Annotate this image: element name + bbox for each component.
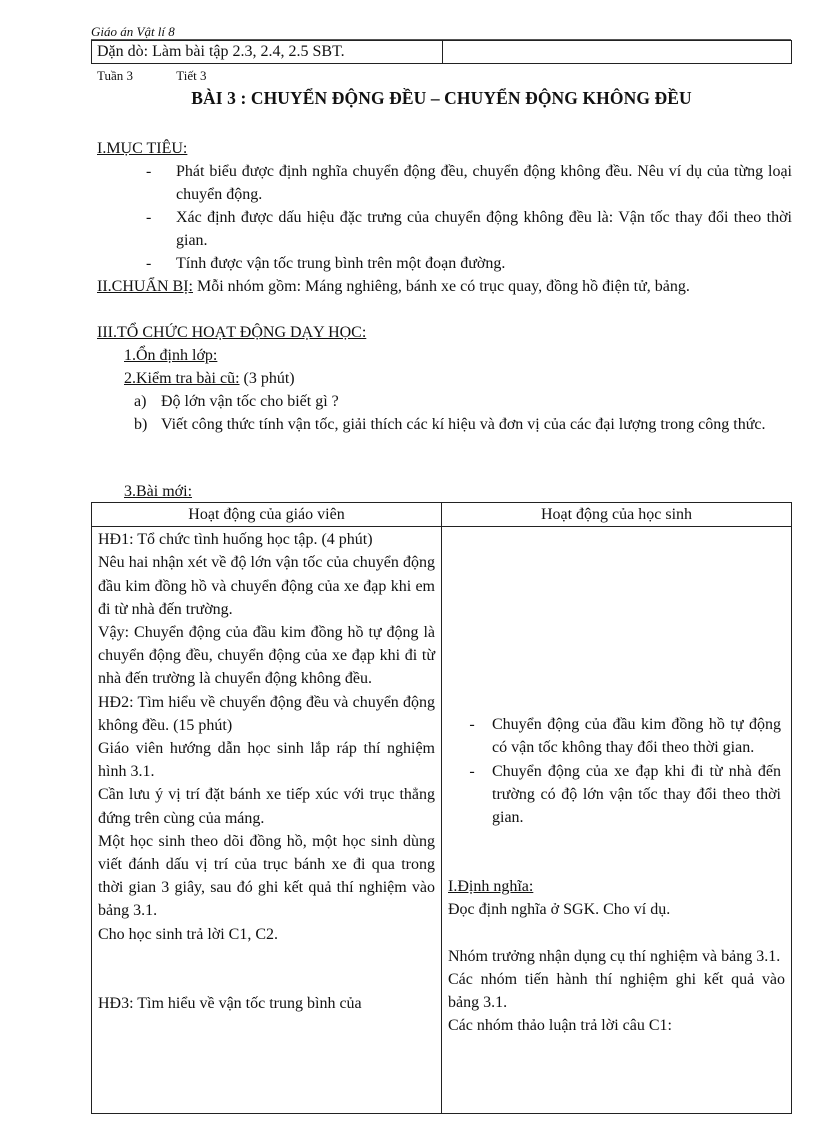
activities-heading: III.TỔ CHỨC HOẠT ĐỘNG DẠY HỌC:: [97, 324, 367, 341]
teacher-line: Cần lưu ý vị trí đặt bánh xe tiếp xúc với trục thẳng đứng trên cùng của máng.: [98, 786, 435, 827]
header-student: Hoạt động của học sinh: [442, 503, 792, 527]
table-row: [92, 527, 792, 1114]
student-line: Đọc định nghĩa ở SGK. Cho ví dụ.: [448, 901, 671, 919]
student-cell: [442, 527, 792, 1114]
review-questions: [134, 390, 792, 436]
teacher-cell: [92, 527, 442, 1114]
teacher-line: HĐ2: Tìm hiểu về chuyển động đều và chuyển động không đều. (15 phút): [98, 693, 435, 734]
review-question: b) Viết công thức tính vận tốc, giải thích các kí hiệu và đơn vị của các đại lượng trong công thức.: [134, 416, 766, 433]
step-3: 3.Bài mới:: [124, 483, 193, 500]
teacher-line: Cho học sinh trả lời C1, C2.: [98, 925, 279, 943]
running-header: Giáo án Vật lí 8: [91, 24, 791, 40]
student-line: Nhóm trưởng nhận dụng cụ thí nghiệm và bảng 3.1.: [448, 947, 781, 965]
lesson-title: BÀI 3 : CHUYỂN ĐỘNG ĐỀU – CHUYỂN ĐỘNG KHÔNG ĐỀU: [191, 88, 692, 108]
student-bullet: - Chuyển động của đầu kim đồng hồ tự động có vận tốc không thay đổi theo thời gian.: [469, 716, 781, 757]
empty-cell: [443, 41, 792, 64]
objective-item: - Xác định được dấu hiệu đặc trưng của chuyển động không đều là: Vận tốc thay đổi theo thời gian.: [146, 209, 792, 249]
teacher-line: Giáo viên hướng dẫn học sinh lắp ráp thí nghiệm hình 3.1.: [98, 740, 435, 781]
objective-item: - Phát biểu được định nghĩa chuyển động đều, chuyển động không đều. Nêu ví dụ của từng loại chuyển động.: [146, 163, 792, 203]
student-line: Các nhóm thảo luận trả lời câu C1:: [448, 1017, 672, 1035]
header-teacher: Hoạt động của giáo viên: [92, 503, 442, 527]
table-header-row: [92, 503, 792, 527]
definition-heading: I.Định nghĩa:: [448, 878, 534, 896]
student-bullet: - Chuyển động của xe đạp khi đi từ nhà đến trường có độ lớn vận tốc thay đổi theo thời gian.: [469, 762, 781, 827]
teacher-line: Một học sinh theo dõi đồng hồ, một học sinh dùng viết đánh dấu vị trí của trục bánh xe đi qua trong thời gian 3 giây, sau đó ghi kết quả thí nghiệm vào bảng 3.1.: [98, 832, 435, 920]
teacher-line: Vậy: Chuyển động của đầu kim đồng hồ tự động là chuyển động đều, chuyển động của xe đạp khi đi từ nhà đến trường là chuyển động không đều.: [98, 624, 435, 688]
homework-table: [91, 40, 792, 64]
week-period-line: [97, 68, 207, 84]
preparation-text: Mỗi nhóm gồm: Máng nghiêng, bánh xe có trục quay, đồng hồ điện tử, bảng.: [193, 278, 690, 295]
homework-cell: Dặn dò: Làm bài tập 2.3, 2.4, 2.5 SBT.: [92, 41, 443, 64]
preparation-paragraph: [97, 275, 793, 298]
step-2: 2.Kiểm tra bài cũ: (3 phút): [124, 370, 295, 387]
review-question: a) Độ lớn vận tốc cho biết gì ?: [134, 393, 339, 410]
homework-row: [92, 41, 792, 64]
objective-item: - Tính được vận tốc trung bình trên một đoạn đường.: [146, 255, 506, 272]
activities-table: [91, 502, 792, 1114]
teacher-line: HĐ3: Tìm hiểu về vận tốc trung bình của: [98, 994, 362, 1012]
period-label: Tiết 3: [176, 68, 207, 83]
teacher-line: HĐ1: Tổ chức tình huống học tập. (4 phút): [98, 531, 373, 549]
teacher-line: Nêu hai nhận xét về độ lớn vận tốc của chuyển động đầu kim đồng hồ và chuyển động của xe đạp khi em đi từ nhà đến trường.: [98, 554, 435, 618]
objectives-heading: I.MỤC TIÊU:: [97, 140, 188, 157]
preparation-heading: II.CHUẨN BỊ:: [97, 278, 193, 295]
step-1: 1.Ổn định lớp:: [124, 347, 218, 364]
week-label: Tuần 3: [97, 68, 134, 83]
student-line: Các nhóm tiến hành thí nghiệm ghi kết quả vào bảng 3.1.: [448, 970, 785, 1012]
objectives-list: [142, 160, 792, 275]
